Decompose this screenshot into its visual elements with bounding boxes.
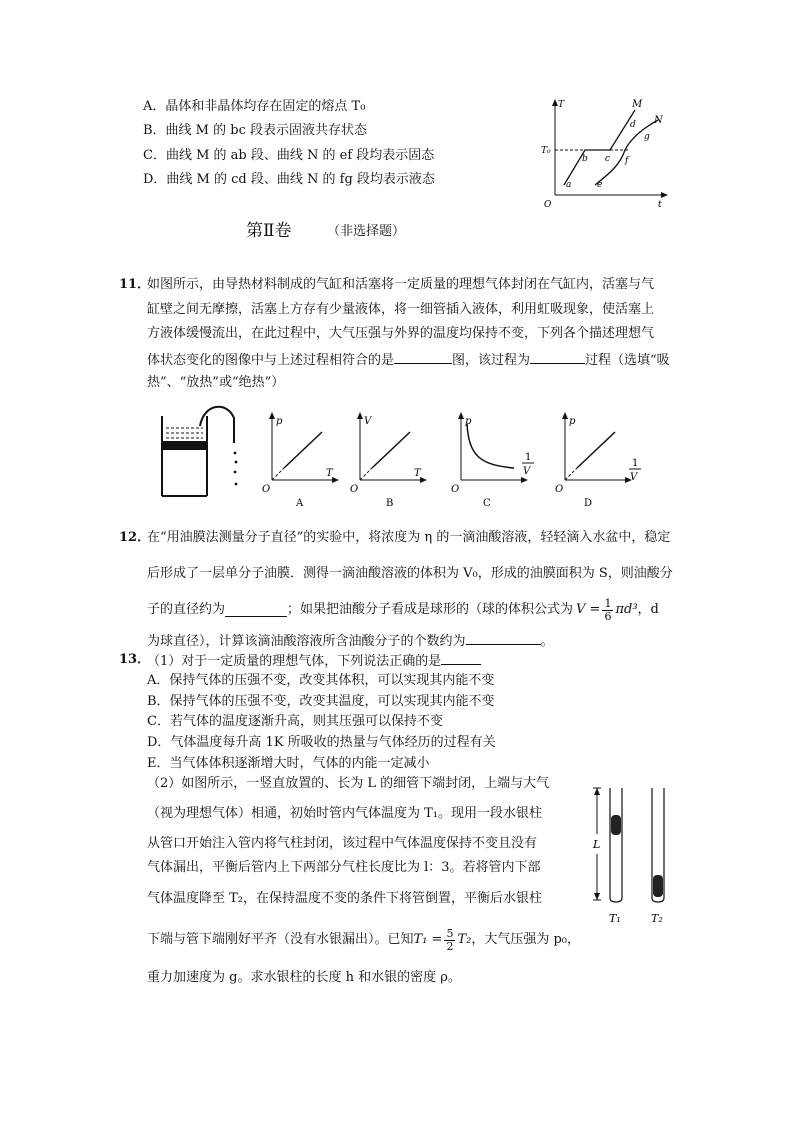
length-label: L — [593, 838, 601, 851]
q13-option-a: A．保持气体的压强不变，改变其体积，可以实现其内能不变 — [147, 673, 495, 688]
q13-formula-num: 5 — [446, 926, 454, 940]
q13-blank[interactable] — [441, 652, 481, 665]
q13-part-2-line-7: 重力加速度为 g。求水银柱的长度 h 和水银的密度 ρ。 — [147, 970, 461, 985]
q10-option-a: A．晶体和非晶体均存在固定的熔点 T₀ — [143, 99, 366, 114]
q12-line-2: 后形成了一层单分子油膜．测得一滴油酸溶液的体积为 V₀，形成的油膜面积为 S，则油酸分 — [147, 566, 673, 581]
graph-b-origin: O — [350, 484, 359, 495]
q13-part-2-line-5: 气体温度降至 T₂，在保持温度不变的条件下将管倒置，平衡后水银柱 — [147, 891, 543, 906]
q11-line-1: 如图所示，由导热材料制成的气缸和活塞将一定质量的理想气体封闭在气缸内，活塞与气 — [147, 277, 655, 292]
piston — [163, 441, 206, 450]
q10-option-b: B．曲线 M 的 bc 段表示固液共存状态 — [143, 123, 367, 138]
mercury-t1 — [611, 815, 621, 835]
q12-formula-lhs: V = — [576, 602, 601, 617]
f-label: f — [625, 156, 629, 166]
siphon-tube — [200, 407, 234, 443]
t0-label: T₀ — [541, 146, 551, 156]
q11-line-4 — [147, 351, 670, 369]
g-label: g — [644, 132, 650, 142]
q10-option-d: D．曲线 M 的 cd 段、曲线 N 的 fg 段均表示液态 — [143, 172, 435, 187]
graph-d-x-num: 1 — [632, 458, 639, 469]
q12-line-4-text: 为球直径），计算该滴油酸溶液所含油酸分子的个数约为 — [147, 634, 466, 649]
q12-formula-num: 1 — [604, 596, 612, 610]
q12-blank-2[interactable] — [466, 632, 541, 645]
q13-option-c: C．若气体的温度逐渐升高，则其压强可以保持不变 — [147, 714, 443, 729]
q12-line-3-b: ；如果把油酸分子看成是球形的（球的体积公式为 — [287, 602, 574, 617]
q13-formula-fraction — [444, 928, 455, 953]
q11-line-2: 缸壁之间无摩擦，活塞上方存有少量液体，将一细管插入液体，利用虹吸现象，使活塞上 — [147, 302, 655, 317]
graph-b-letter: B — [386, 498, 394, 509]
curve-m — [564, 110, 635, 185]
section-subtitle: （非选择题） — [327, 224, 406, 239]
q13-part-1 — [147, 652, 481, 670]
q12-blank-1[interactable] — [225, 604, 287, 617]
q13-formula-lhs: T₁ = — [413, 932, 443, 947]
axis-t-label: T — [558, 100, 565, 110]
q12-line-4-end: 。 — [540, 634, 554, 649]
graph-c-origin: O — [451, 484, 460, 495]
mercury-t2 — [653, 875, 663, 897]
graph-c-x-den: V — [523, 466, 531, 477]
q11-line-3: 方液体缓慢流出，在此过程中，大气压强与外界的温度均保持不变，下列各个描述理想气 — [147, 326, 655, 341]
q11-graph-d — [553, 410, 648, 510]
q13-part-2-line-2: （视为理想气体）相通，初始时管内气体温度为 T₁。现用一段水银柱 — [147, 806, 543, 821]
origin-label: O — [544, 200, 552, 210]
q11-line-4-b: 图，该过程为 — [452, 353, 531, 368]
graph-b-y-label: V — [364, 416, 372, 427]
graph-b-x-label: T — [414, 468, 421, 479]
q13-tube-figure — [585, 780, 685, 935]
q13-part-2-line-1: （2）如图所示，一竖直放置的、长为 L 的细管下端封闭，上端与大气 — [147, 776, 550, 791]
q13-formula-den: 2 — [446, 939, 454, 953]
q12-formula-rhs: πd³ — [615, 602, 638, 617]
q12-line-3-a: 子的直径约为 — [147, 602, 226, 617]
b-label: b — [582, 154, 588, 164]
q12-formula-den: 6 — [604, 609, 612, 623]
tube-t1 — [610, 788, 622, 902]
graph-d-y-label: p — [569, 416, 576, 427]
graph-d-origin: O — [555, 484, 564, 495]
graph-d-letter: D — [584, 498, 593, 509]
c-label: c — [605, 154, 611, 164]
m-label: M — [632, 99, 643, 110]
graph-a-x-label: T — [326, 468, 333, 479]
q11-cylinder-figure — [152, 398, 247, 508]
graph-a-letter: A — [296, 498, 304, 509]
q13-line-6-b: ，大气压强为 p₀， — [471, 932, 580, 947]
q12-line-4 — [147, 632, 554, 650]
curve-n — [595, 120, 658, 185]
q13-part-2-line-6 — [147, 925, 580, 955]
q10-melting-graph — [540, 95, 670, 210]
q11-line-4-a: 体状态变化的图像中与上述过程相符合的是 — [147, 353, 395, 368]
q11-graph-a — [260, 410, 340, 510]
t2-label: T₂ — [651, 912, 663, 925]
a-label: a — [566, 180, 572, 190]
axis-time-label: t — [658, 200, 662, 210]
q12-line-1: 在“用油膜法测量分子直径”的实验中，将浓度为 η 的一滴油酸溶液，轻轻滴入水盆中，稳定 — [147, 530, 671, 545]
e-label: e — [597, 180, 603, 190]
q11-graph-b — [348, 410, 428, 510]
graph-c-y-label: p — [465, 416, 472, 427]
q12-line-3 — [147, 596, 659, 624]
q11-line-5: 热”、“放热”或“绝热”） — [147, 375, 285, 390]
q11-graph-c — [449, 410, 539, 510]
d-label: d — [630, 120, 636, 130]
t1-label: T₁ — [609, 912, 621, 925]
n-label: N — [654, 115, 663, 126]
q12-number: 12． — [119, 530, 151, 545]
graph-d-x-den: V — [630, 472, 638, 483]
q13-number: 13． — [119, 652, 151, 667]
q13-option-b: B．保持气体的压强不变，改变其温度，可以实现其内能不变 — [147, 694, 495, 709]
graph-c-x-num: 1 — [525, 452, 532, 463]
q13-line-6-a: 下端与管下端刚好平齐（没有水银漏出）。已知 — [147, 932, 414, 947]
graph-c-letter: C — [483, 498, 491, 509]
q11-blank-1[interactable] — [394, 351, 452, 364]
q13-option-d: D．气体温度每升高 1K 所吸收的热量与气体经历的过程有关 — [147, 735, 496, 750]
q13-option-e: E．当气体体积逐渐增大时，气体的内能一定减小 — [147, 756, 430, 771]
q10-option-c: C．曲线 M 的 ab 段、曲线 N 的 ef 段均表示固态 — [143, 148, 435, 163]
graph-a-y-label: p — [276, 416, 283, 427]
q13-formula-rhs: T₂ — [457, 932, 472, 947]
q13-part-2-line-4: 气体漏出，平衡后管内上下两部分气柱长度比为 l：3。若将管内下部 — [147, 860, 541, 875]
q11-line-4-c: 过程（选填“吸 — [585, 353, 670, 368]
q12-line-3-c: ，d — [637, 602, 659, 617]
q12-formula-fraction — [602, 598, 613, 623]
graph-a-origin: O — [262, 484, 271, 495]
q11-blank-2[interactable] — [530, 351, 585, 364]
q13-part-1-text: （1）对于一定质量的理想气体，下列说法正确的是 — [147, 654, 442, 669]
section-title: 第Ⅱ卷 — [246, 221, 292, 241]
q13-part-2-line-3: 从管口开始注入管内将气柱封闭，该过程中气体温度保持不变且没有 — [147, 836, 538, 851]
q11-number: 11． — [119, 277, 151, 292]
